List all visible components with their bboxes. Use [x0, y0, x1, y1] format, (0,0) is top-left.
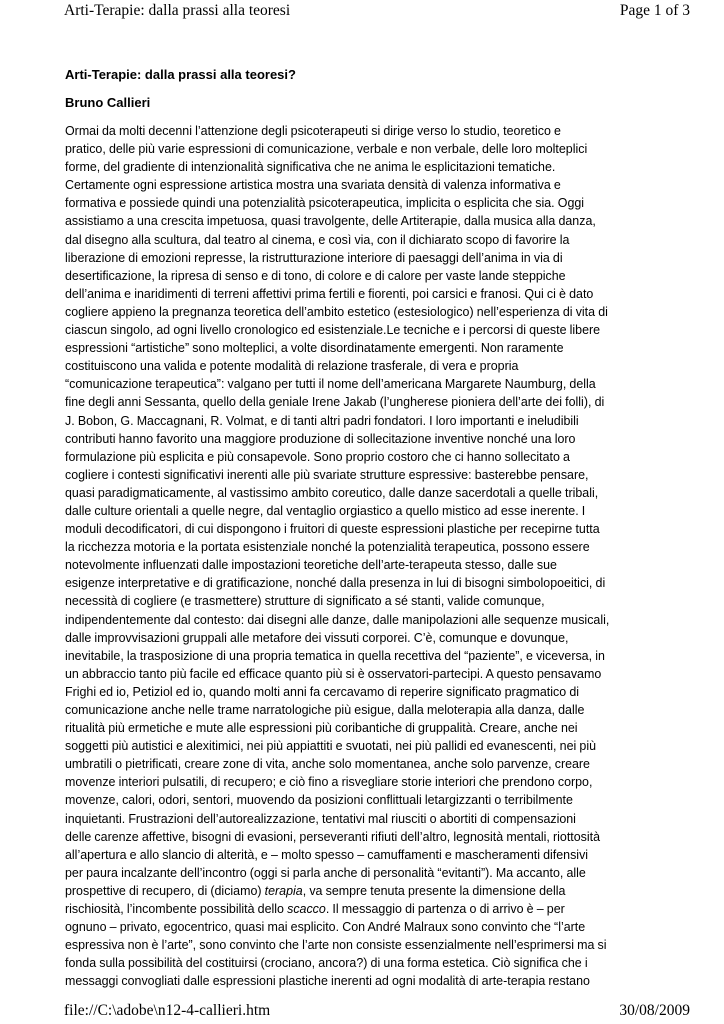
body-line-text: esigenze interpretative e di gratificazione, nonché dalla presenza in lui di bisogni simbolopoeitici, di	[65, 576, 606, 591]
body-line	[65, 611, 665, 629]
body-line-text: dal disegno alla scultura, dal teatro al cinema, e così via, con il dichiarato scopo di favorire la	[65, 232, 570, 247]
body-line	[65, 538, 665, 556]
body-line	[65, 665, 665, 683]
body-line	[65, 520, 665, 538]
article-title: Arti-Terapie: dalla prassi alla teoresi?	[65, 67, 296, 82]
body-line	[65, 918, 665, 936]
body-line	[65, 466, 665, 484]
body-line	[65, 864, 665, 882]
body-line	[65, 846, 665, 864]
body-line-text: , va sempre tenuta presente la dimensione della	[302, 883, 566, 898]
body-line-text: all’apertura e allo slancio di alterità, e – molto spesso – camuffamenti e mascheramenti difensivi	[65, 847, 589, 862]
body-line-text: dalle improvvisazioni gruppali alle metafore dei vissuti corporei. C’è, comunque e dovunque,	[65, 630, 569, 645]
body-line	[65, 158, 665, 176]
body-line-text: per paura incalzante dell’incontro (oggi si parla anche di personalità “evitanti”). Ma accanto, alle	[65, 865, 586, 880]
article	[65, 66, 665, 991]
body-line	[65, 267, 665, 285]
body-line-text: liberazione di emozioni represse, la ristrutturazione interiore di paesaggi dell’anima in via di	[65, 250, 563, 265]
body-line-text: moduli decodificatori, di cui dispongono i fruitori di queste espressioni plastiche per recepirne tutta	[65, 522, 600, 537]
body-line-text: costituiscono una valida e potente modalità di relazione trasferale, di vera e propria	[65, 359, 519, 374]
body-line	[65, 430, 665, 448]
body-line-text: delle carenze affettive, bisogni di evasioni, perseveranti rifiuti dell’altro, legnosità mentali, riottosità	[65, 829, 601, 844]
body-line	[65, 484, 665, 502]
article-author: Bruno Callieri	[65, 95, 151, 110]
body-line	[65, 701, 665, 719]
body-line	[65, 249, 665, 267]
body-line-text: dell’anima e inaridimenti di terreni affettivi prima fertili e fiorenti, poi carsici e franosi. Qui ci è dato	[65, 286, 594, 301]
body-line	[65, 683, 665, 701]
body-line	[65, 339, 665, 357]
body-line	[65, 810, 665, 828]
body-line-text: notevolmente influenzati dalle impostazioni teoretiche dell’arte-terapeuta stesso, dalle sue	[65, 558, 557, 573]
body-line-text: necessità di cogliere (e trasmettere) strutture di significato a sé stanti, valide comunque,	[65, 594, 545, 609]
body-line-text: formulazione più esplicita e più consapevole. Sono proprio costoro che ci hanno sollecitato a	[65, 449, 570, 464]
body-line-text: fine degli anni Sessanta, quello della geniale Irene Jakab (l’ungherese pioniera dell’arte dei folli), di	[65, 395, 605, 410]
body-line-text: movenze, calori, odori, sentori, muovendo da posizioni conflittuali letargizzanti o terribilmente	[65, 793, 573, 808]
body-line	[65, 791, 665, 809]
body-line	[65, 900, 665, 918]
body-line-text: formativa e possiede quindi una potenzialità psicoterapeutica, implicita o esplicita che sia. Oggi	[65, 196, 585, 211]
body-line	[65, 773, 665, 791]
body-line	[65, 882, 665, 900]
body-line-text: un abbraccio tanto più facile ed efficace quanto più si è osservatori-partecipi. A questo pensavamo	[65, 666, 602, 681]
body-line	[65, 194, 665, 212]
header-page-number: Page 1 of 3	[619, 2, 690, 19]
footer-date: 30/08/2009	[619, 1002, 690, 1019]
body-line-text: cogliere i contesti significativi inerenti alle più svariate strutture espressive: basterebbe pensare,	[65, 467, 589, 482]
body-line-text: . Il messaggio di partenza o di arrivo è – per	[325, 902, 565, 917]
body-line	[65, 629, 665, 647]
body-line-text: rischiosità, l’incombente possibilità dello	[65, 902, 288, 917]
body-line-text: messaggi convogliati dalle espressioni plastiche inerenti ad ogni modalità di arte-terapia restano	[65, 974, 590, 989]
body-line-text: espressiva non è l’arte”, sono convinto che l’arte non consiste essenzialmente nell’esprimersi ma si	[65, 938, 607, 953]
body-line-text: cogliere appieno la pregnanza teoretica dell’ambito estetico (estesiologico) nell’esperienza di vita di	[65, 304, 608, 319]
body-line-text: ritualità più ermetiche e mute alle espressioni più coribantiche di gruppalità. Creare, anche nei	[65, 721, 578, 736]
body-line-text: comunicazione anche nelle trame narratologiche più esigue, dalla meloterapia alla danza, dalle	[65, 703, 585, 717]
body-line-text: desertificazione, la ripresa di senso e di tono, di colore e di calore per vaste lande steppiche	[65, 268, 566, 283]
body-line-text: “comunicazione terapeutica”: valgano per tutti il nome dell’americana Margarete Naumburg, della	[65, 377, 596, 392]
article-body	[65, 122, 665, 991]
body-line	[65, 574, 665, 592]
body-line-text: prospettive di recupero, di (diciamo)	[65, 883, 265, 898]
body-line	[65, 755, 665, 773]
body-line	[65, 502, 665, 520]
body-line-text: dalle culture orientali a quelle negre, dal ventaglio orgiastico a quello mistico ad esse inerente. I	[65, 503, 586, 518]
body-line	[65, 936, 665, 954]
body-line-text: umbratili o pietrificati, creare zone di vita, anche solo momentanea, anche solo parvenze, creare	[65, 757, 590, 772]
body-line-text: assistiamo a una crescita impetuosa, quasi travolgente, delle Artiterapie, dalla musica alla danza,	[65, 214, 596, 229]
body-line	[65, 231, 665, 249]
body-line-text: inquietanti. Frustrazioni dell’autorealizzazione, tentativi mal riusciti o abortiti di compensazioni	[65, 811, 576, 826]
body-line	[65, 321, 665, 339]
body-line-text: soggetti più autistici e alexitimici, nei più appiattiti e svuotati, nei più pallidi ed evanescenti, nei più	[65, 739, 597, 754]
body-line-text: inevitabile, la trasposizione di una propria tematica in quella recettiva del “paziente”, e viceversa, in	[65, 648, 605, 663]
body-line-text: espressioni “artistiche” sono molteplici, a volte disordinatamente emergenti. Non raramente	[65, 341, 564, 356]
body-line-text: la ricchezza motoria e la portata esistenziale nonché la potenzialità terapeutica, possono essere	[65, 540, 590, 555]
italic-word: terapia	[264, 883, 303, 898]
body-line-text: fonda sulla possibilità del costituirsi (crociano, ancora?) di una forma estetica. Ciò significa che i	[65, 956, 588, 971]
body-line	[65, 212, 665, 230]
body-line	[65, 448, 665, 466]
body-line-text: Frighi ed io, Petiziol ed io, quando molti anni fa cercavamo di reperire significato pragmatico di	[65, 684, 579, 699]
body-line-text: Certamente ogni espressione artistica mostra una svariata densità di valenza informativa e	[65, 178, 561, 193]
body-line	[65, 737, 665, 755]
body-line-text: J. Bobon, G. Maccagnani, R. Volmat, e di tanti altri padri fondatori. I loro importanti e ineludibili	[65, 413, 579, 428]
body-line	[65, 954, 665, 972]
page-footer	[0, 1002, 724, 1024]
body-line	[65, 592, 665, 610]
body-line	[65, 556, 665, 574]
body-line	[65, 357, 665, 375]
body-line	[65, 393, 665, 411]
body-line	[65, 647, 665, 665]
body-line	[65, 719, 665, 737]
header-document-title: Arti-Terapie: dalla prassi alla teoresi	[64, 2, 291, 19]
body-line-text: quasi paradigmaticamente, al vastissimo ambito coreutico, dalle danze sacerdotali a quelle tribali,	[65, 485, 599, 500]
body-line-text: pratico, delle più varie espressioni di comunicazione, verbale e non verbale, delle loro molteplici	[65, 142, 588, 157]
body-line-text: ognuno – privato, egocentrico, quasi mai esplicito. Con André Malraux sono convinto che “l’arte	[65, 920, 586, 935]
page-header	[0, 2, 724, 24]
body-line	[65, 140, 665, 158]
body-line-text: contributi hanno favorito una maggiore produzione di sollecitazione inventive nonché una loro	[65, 431, 576, 446]
body-line	[65, 375, 665, 393]
body-line	[65, 176, 665, 194]
body-line	[65, 972, 665, 990]
body-line-text: Ormai da molti decenni l’attenzione degli psicoterapeuti si dirige verso lo studio, teoretico e	[65, 124, 561, 138]
body-line	[65, 285, 665, 303]
body-line-text: ciascun singolo, ad ogni livello cronologico ed esistenziale.Le tecniche e i percorsi di queste libere	[65, 323, 601, 338]
body-line	[65, 303, 665, 321]
footer-file-path: file://C:\adobe\n12-4-callieri.htm	[64, 1002, 271, 1019]
body-line-text: indipendentemente dal contesto: dai disegni alle danze, dalle manipolazioni alle sequenze musicali,	[65, 612, 610, 627]
body-line-text: forme, del gradiente di intenzionalità significativa che ne anima le esplicitazioni tematiche.	[65, 160, 556, 175]
body-line	[65, 122, 665, 140]
body-line	[65, 412, 665, 430]
body-line-text: movenze interiori pulsatili, di recupero; e ciò fino a risvegliare storie interiori che prendono corpo,	[65, 775, 593, 790]
italic-word: scacco	[287, 902, 326, 917]
body-line	[65, 828, 665, 846]
